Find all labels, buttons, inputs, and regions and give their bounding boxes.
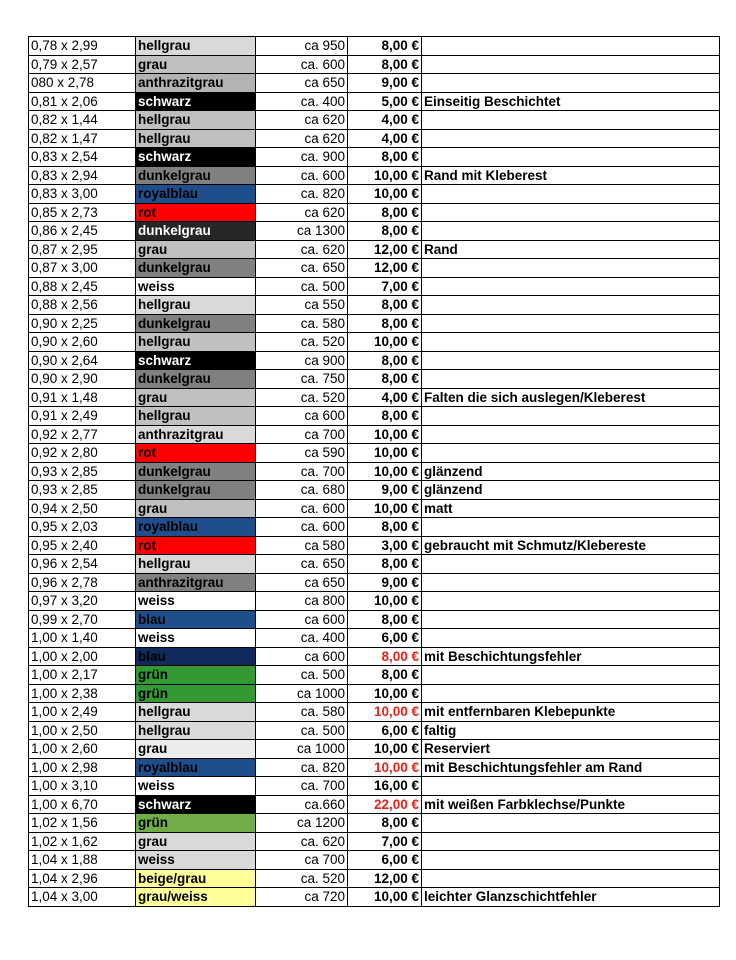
amount-cell: ca. 650 (256, 259, 348, 278)
table-row (29, 647, 720, 666)
size-cell: 1,00 x 2,38 (29, 684, 136, 703)
price-cell: 9,00 € (348, 481, 422, 500)
amount-cell: ca. 650 (256, 555, 348, 574)
size-cell: 0,95 x 2,03 (29, 518, 136, 537)
table-row (29, 518, 720, 537)
price-cell: 22,00 € (348, 795, 422, 814)
table-row (29, 259, 720, 278)
amount-cell: ca 650 (256, 573, 348, 592)
table-row (29, 832, 720, 851)
price-cell: 10,00 € (348, 185, 422, 204)
color-cell: anthrazitgrau (136, 425, 256, 444)
size-cell: 0,82 x 1,44 (29, 111, 136, 130)
price-cell: 6,00 € (348, 721, 422, 740)
color-cell: grün (136, 684, 256, 703)
table-row (29, 129, 720, 148)
amount-cell: ca. 520 (256, 388, 348, 407)
table-row (29, 851, 720, 870)
price-cell: 10,00 € (348, 166, 422, 185)
table-row (29, 425, 720, 444)
size-cell: 1,00 x 2,60 (29, 740, 136, 759)
note-cell: mit weißen Farbklechse/Punkte (422, 795, 720, 814)
size-cell: 0,83 x 2,94 (29, 166, 136, 185)
note-cell (422, 869, 720, 888)
amount-cell: ca. 400 (256, 92, 348, 111)
amount-cell: ca 620 (256, 129, 348, 148)
note-cell (422, 370, 720, 389)
price-list-table (28, 36, 720, 907)
price-cell: 8,00 € (348, 555, 422, 574)
amount-cell: ca 700 (256, 425, 348, 444)
amount-cell: ca. 820 (256, 758, 348, 777)
note-cell (422, 629, 720, 648)
price-cell: 4,00 € (348, 111, 422, 130)
size-cell: 0,90 x 2,64 (29, 351, 136, 370)
note-cell (422, 666, 720, 685)
price-cell: 16,00 € (348, 777, 422, 796)
table-row (29, 814, 720, 833)
size-cell: 0,90 x 2,60 (29, 333, 136, 352)
table-row (29, 148, 720, 167)
size-cell: 1,00 x 2,98 (29, 758, 136, 777)
color-cell: weiss (136, 277, 256, 296)
amount-cell: ca 600 (256, 647, 348, 666)
table-row (29, 888, 720, 907)
size-cell: 0,87 x 2,95 (29, 240, 136, 259)
size-cell: 1,00 x 6,70 (29, 795, 136, 814)
size-cell: 0,96 x 2,54 (29, 555, 136, 574)
size-cell: 1,04 x 1,88 (29, 851, 136, 870)
amount-cell: ca. 500 (256, 666, 348, 685)
size-cell: 0,90 x 2,90 (29, 370, 136, 389)
price-cell: 12,00 € (348, 240, 422, 259)
color-cell: blau (136, 610, 256, 629)
table-row (29, 573, 720, 592)
color-cell: hellgrau (136, 703, 256, 722)
size-cell: 0,93 x 2,85 (29, 481, 136, 500)
size-cell: 0,87 x 3,00 (29, 259, 136, 278)
color-cell: hellgrau (136, 333, 256, 352)
table-row (29, 55, 720, 74)
note-cell (422, 111, 720, 130)
price-cell: 10,00 € (348, 758, 422, 777)
amount-cell: ca. 600 (256, 166, 348, 185)
table-row (29, 407, 720, 426)
amount-cell: ca. 680 (256, 481, 348, 500)
amount-cell: ca 1200 (256, 814, 348, 833)
note-cell: mit entfernbaren Klebepunkte (422, 703, 720, 722)
color-cell: beige/grau (136, 869, 256, 888)
amount-cell: ca. 580 (256, 314, 348, 333)
table-row (29, 351, 720, 370)
color-cell: royalblau (136, 518, 256, 537)
price-cell: 7,00 € (348, 832, 422, 851)
color-cell: rot (136, 444, 256, 463)
amount-cell: ca 580 (256, 536, 348, 555)
amount-cell: ca. 700 (256, 777, 348, 796)
size-cell: 0,94 x 2,50 (29, 499, 136, 518)
note-cell (422, 610, 720, 629)
price-cell: 10,00 € (348, 740, 422, 759)
table-row (29, 277, 720, 296)
price-cell: 8,00 € (348, 647, 422, 666)
price-cell: 6,00 € (348, 851, 422, 870)
table-row (29, 444, 720, 463)
amount-cell: ca 800 (256, 592, 348, 611)
amount-cell: ca. 620 (256, 240, 348, 259)
color-cell: weiss (136, 777, 256, 796)
note-cell: matt (422, 499, 720, 518)
amount-cell: ca 1300 (256, 222, 348, 241)
price-cell: 10,00 € (348, 499, 422, 518)
note-cell (422, 555, 720, 574)
note-cell: mit Beschichtungsfehler (422, 647, 720, 666)
price-list-body (29, 37, 720, 907)
price-cell: 10,00 € (348, 888, 422, 907)
table-row (29, 74, 720, 93)
color-cell: grau (136, 55, 256, 74)
note-cell (422, 55, 720, 74)
color-cell: grau (136, 832, 256, 851)
color-cell: grau (136, 388, 256, 407)
size-cell: 0,79 x 2,57 (29, 55, 136, 74)
color-cell: dunkelgrau (136, 481, 256, 500)
table-row (29, 666, 720, 685)
amount-cell: ca. 500 (256, 277, 348, 296)
color-cell: rot (136, 536, 256, 555)
color-cell: dunkelgrau (136, 462, 256, 481)
size-cell: 080 x 2,78 (29, 74, 136, 93)
note-cell (422, 259, 720, 278)
color-cell: hellgrau (136, 555, 256, 574)
note-cell (422, 333, 720, 352)
size-cell: 1,02 x 1,56 (29, 814, 136, 833)
color-cell: grün (136, 814, 256, 833)
table-row (29, 536, 720, 555)
table-row (29, 610, 720, 629)
table-row (29, 481, 720, 500)
note-cell (422, 832, 720, 851)
amount-cell: ca. 620 (256, 832, 348, 851)
amount-cell: ca 720 (256, 888, 348, 907)
table-row (29, 92, 720, 111)
table-row (29, 462, 720, 481)
size-cell: 1,02 x 1,62 (29, 832, 136, 851)
table-row (29, 499, 720, 518)
table-row (29, 185, 720, 204)
note-cell (422, 351, 720, 370)
amount-cell: ca. 600 (256, 55, 348, 74)
amount-cell: ca 600 (256, 610, 348, 629)
note-cell: glänzend (422, 462, 720, 481)
price-cell: 8,00 € (348, 55, 422, 74)
amount-cell: ca. 600 (256, 518, 348, 537)
note-cell (422, 129, 720, 148)
table-row (29, 240, 720, 259)
table-row (29, 629, 720, 648)
price-cell: 10,00 € (348, 425, 422, 444)
color-cell: hellgrau (136, 721, 256, 740)
color-cell: hellgrau (136, 111, 256, 130)
note-cell (422, 407, 720, 426)
color-cell: schwarz (136, 795, 256, 814)
color-cell: grau (136, 740, 256, 759)
amount-cell: ca. 400 (256, 629, 348, 648)
table-row (29, 166, 720, 185)
color-cell: schwarz (136, 92, 256, 111)
table-row (29, 333, 720, 352)
note-cell (422, 185, 720, 204)
color-cell: dunkelgrau (136, 370, 256, 389)
note-cell: Rand mit Kleberest (422, 166, 720, 185)
table-row (29, 555, 720, 574)
amount-cell: ca 550 (256, 296, 348, 315)
price-cell: 8,00 € (348, 203, 422, 222)
note-cell (422, 518, 720, 537)
amount-cell: ca. 700 (256, 462, 348, 481)
size-cell: 0,93 x 2,85 (29, 462, 136, 481)
amount-cell: ca.660 (256, 795, 348, 814)
price-cell: 8,00 € (348, 37, 422, 56)
note-cell (422, 777, 720, 796)
table-row (29, 296, 720, 315)
price-cell: 8,00 € (348, 148, 422, 167)
price-cell: 8,00 € (348, 814, 422, 833)
amount-cell: ca 950 (256, 37, 348, 56)
amount-cell: ca. 500 (256, 721, 348, 740)
price-cell: 10,00 € (348, 592, 422, 611)
note-cell: faltig (422, 721, 720, 740)
size-cell: 0,92 x 2,80 (29, 444, 136, 463)
price-cell: 8,00 € (348, 610, 422, 629)
size-cell: 0,83 x 3,00 (29, 185, 136, 204)
amount-cell: ca 700 (256, 851, 348, 870)
price-cell: 10,00 € (348, 333, 422, 352)
table-row (29, 222, 720, 241)
size-cell: 0,83 x 2,54 (29, 148, 136, 167)
color-cell: royalblau (136, 185, 256, 204)
note-cell (422, 444, 720, 463)
table-row (29, 777, 720, 796)
color-cell: anthrazitgrau (136, 74, 256, 93)
price-cell: 5,00 € (348, 92, 422, 111)
size-cell: 0,95 x 2,40 (29, 536, 136, 555)
table-row (29, 740, 720, 759)
table-row (29, 37, 720, 56)
size-cell: 0,82 x 1,47 (29, 129, 136, 148)
amount-cell: ca. 520 (256, 333, 348, 352)
size-cell: 1,04 x 2,96 (29, 869, 136, 888)
size-cell: 1,00 x 2,00 (29, 647, 136, 666)
color-cell: weiss (136, 592, 256, 611)
size-cell: 0,81 x 2,06 (29, 92, 136, 111)
price-cell: 7,00 € (348, 277, 422, 296)
size-cell: 0,92 x 2,77 (29, 425, 136, 444)
price-cell: 8,00 € (348, 314, 422, 333)
note-cell (422, 277, 720, 296)
color-cell: grün (136, 666, 256, 685)
color-cell: schwarz (136, 148, 256, 167)
note-cell (422, 684, 720, 703)
note-cell: glänzend (422, 481, 720, 500)
price-cell: 8,00 € (348, 407, 422, 426)
amount-cell: ca. 600 (256, 499, 348, 518)
amount-cell: ca 650 (256, 74, 348, 93)
amount-cell: ca 590 (256, 444, 348, 463)
price-cell: 12,00 € (348, 869, 422, 888)
table-row (29, 721, 720, 740)
size-cell: 1,04 x 3,00 (29, 888, 136, 907)
color-cell: weiss (136, 629, 256, 648)
price-cell: 8,00 € (348, 518, 422, 537)
price-cell: 8,00 € (348, 296, 422, 315)
table-row (29, 592, 720, 611)
size-cell: 1,00 x 2,49 (29, 703, 136, 722)
color-cell: dunkelgrau (136, 259, 256, 278)
color-cell: dunkelgrau (136, 314, 256, 333)
amount-cell: ca 620 (256, 111, 348, 130)
note-cell: mit Beschichtungsfehler am Rand (422, 758, 720, 777)
price-cell: 9,00 € (348, 573, 422, 592)
note-cell: Rand (422, 240, 720, 259)
price-cell: 8,00 € (348, 370, 422, 389)
price-cell: 10,00 € (348, 444, 422, 463)
color-cell: grau (136, 240, 256, 259)
size-cell: 0,86 x 2,45 (29, 222, 136, 241)
note-cell (422, 203, 720, 222)
amount-cell: ca. 580 (256, 703, 348, 722)
color-cell: royalblau (136, 758, 256, 777)
color-cell: hellgrau (136, 37, 256, 56)
note-cell (422, 814, 720, 833)
color-cell: schwarz (136, 351, 256, 370)
color-cell: anthrazitgrau (136, 573, 256, 592)
amount-cell: ca 620 (256, 203, 348, 222)
table-row (29, 314, 720, 333)
note-cell (422, 148, 720, 167)
price-cell: 4,00 € (348, 388, 422, 407)
size-cell: 0,88 x 2,45 (29, 277, 136, 296)
note-cell (422, 573, 720, 592)
note-cell (422, 592, 720, 611)
table-row (29, 684, 720, 703)
note-cell: leichter Glanzschichtfehler (422, 888, 720, 907)
color-cell: blau (136, 647, 256, 666)
amount-cell: ca 1000 (256, 740, 348, 759)
size-cell: 1,00 x 3,10 (29, 777, 136, 796)
size-cell: 0,91 x 2,49 (29, 407, 136, 426)
price-cell: 10,00 € (348, 462, 422, 481)
amount-cell: ca. 750 (256, 370, 348, 389)
price-cell: 4,00 € (348, 129, 422, 148)
size-cell: 0,78 x 2,99 (29, 37, 136, 56)
color-cell: grau/weiss (136, 888, 256, 907)
price-cell: 10,00 € (348, 684, 422, 703)
amount-cell: ca 900 (256, 351, 348, 370)
size-cell: 0,90 x 2,25 (29, 314, 136, 333)
table-row (29, 795, 720, 814)
table-row (29, 758, 720, 777)
color-cell: dunkelgrau (136, 166, 256, 185)
size-cell: 0,99 x 2,70 (29, 610, 136, 629)
note-cell (422, 222, 720, 241)
table-row (29, 203, 720, 222)
size-cell: 1,00 x 2,50 (29, 721, 136, 740)
price-cell: 6,00 € (348, 629, 422, 648)
size-cell: 1,00 x 2,17 (29, 666, 136, 685)
note-cell (422, 314, 720, 333)
table-row (29, 388, 720, 407)
table-row (29, 703, 720, 722)
price-cell: 9,00 € (348, 74, 422, 93)
note-cell (422, 851, 720, 870)
note-cell (422, 425, 720, 444)
amount-cell: ca 600 (256, 407, 348, 426)
note-cell: Reserviert (422, 740, 720, 759)
color-cell: grau (136, 499, 256, 518)
table-row (29, 370, 720, 389)
note-cell (422, 296, 720, 315)
color-cell: hellgrau (136, 129, 256, 148)
size-cell: 1,00 x 1,40 (29, 629, 136, 648)
color-cell: hellgrau (136, 407, 256, 426)
size-cell: 0,85 x 2,73 (29, 203, 136, 222)
amount-cell: ca. 820 (256, 185, 348, 204)
note-cell: Falten die sich auslegen/Kleberest (422, 388, 720, 407)
price-cell: 8,00 € (348, 351, 422, 370)
size-cell: 0,97 x 3,20 (29, 592, 136, 611)
amount-cell: ca. 520 (256, 869, 348, 888)
amount-cell: ca. 900 (256, 148, 348, 167)
color-cell: dunkelgrau (136, 222, 256, 241)
color-cell: hellgrau (136, 296, 256, 315)
price-cell: 8,00 € (348, 666, 422, 685)
note-cell: Einseitig Beschichtet (422, 92, 720, 111)
color-cell: weiss (136, 851, 256, 870)
color-cell: rot (136, 203, 256, 222)
table-row (29, 869, 720, 888)
note-cell: gebraucht mit Schmutz/Klebereste (422, 536, 720, 555)
price-cell: 10,00 € (348, 703, 422, 722)
price-cell: 8,00 € (348, 222, 422, 241)
price-cell: 12,00 € (348, 259, 422, 278)
table-row (29, 111, 720, 130)
price-cell: 3,00 € (348, 536, 422, 555)
amount-cell: ca 1000 (256, 684, 348, 703)
size-cell: 0,88 x 2,56 (29, 296, 136, 315)
note-cell (422, 37, 720, 56)
size-cell: 0,96 x 2,78 (29, 573, 136, 592)
size-cell: 0,91 x 1,48 (29, 388, 136, 407)
note-cell (422, 74, 720, 93)
